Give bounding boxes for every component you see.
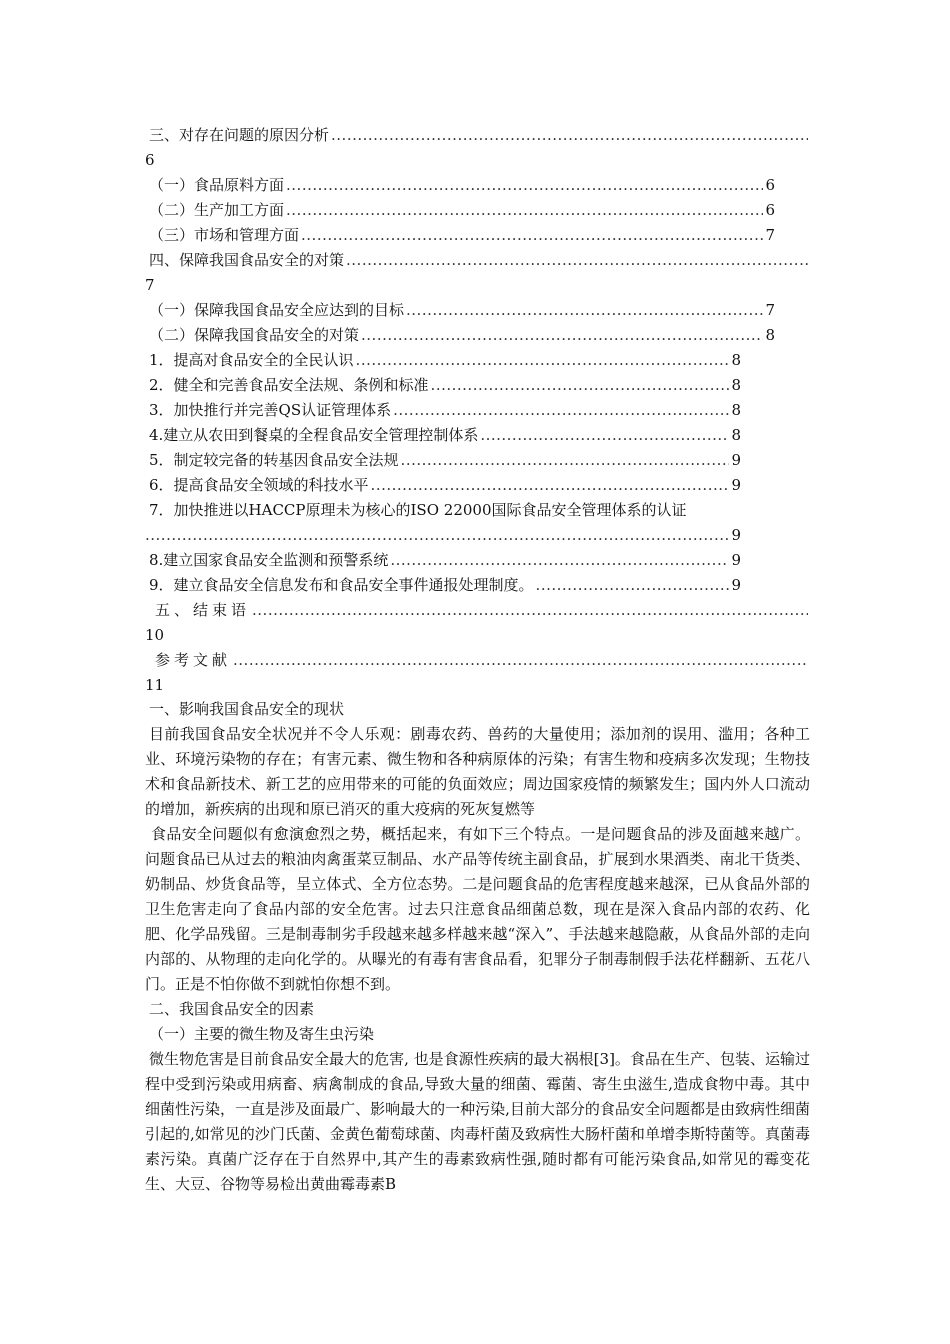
toc-entry-label: 四、保障我国食品安全的对策 [149, 251, 345, 269]
toc-leader [361, 323, 763, 348]
toc-entry-page: 6 [145, 151, 155, 169]
toc-entry-page: 10 [145, 626, 165, 644]
toc-entry-label: 5．制定较完备的转基因食品安全法规 [149, 451, 399, 469]
toc-entry-page: 8 [731, 401, 741, 419]
toc-entry-page: 8 [731, 351, 741, 369]
toc-entry-page: 6 [765, 201, 775, 219]
toc-entry-continuation [145, 523, 741, 548]
toc-leader [346, 248, 808, 273]
toc-entry[interactable] [145, 323, 775, 348]
toc-entry-label: （二）生产加工方面 [149, 201, 285, 219]
table-of-contents [145, 123, 810, 698]
toc-leader [406, 298, 763, 323]
toc-entry-page: 7 [765, 301, 775, 319]
toc-entry-label: 五、结束语 [155, 601, 251, 619]
toc-entry[interactable] [145, 248, 810, 273]
toc-entry-page: 9 [731, 551, 741, 569]
toc-entry-label: （二）保障我国食品安全的对策 [149, 326, 360, 344]
toc-leader [301, 223, 763, 248]
toc-entry-page: 9 [731, 451, 741, 469]
toc-entry-label: （一）食品原料方面 [149, 176, 285, 194]
toc-leader [233, 648, 808, 673]
paragraph: 目前我国食品安全状况并不令人乐观：剧毒农药、兽药的大量使用；添加剂的误用、滥用；各种工业、环境污染物的存在；有害元素、微生物和各种病原体的污染；有害生物和疫病多次发现；生物技术和食品新技术、新工艺的应用带来的可能的负面效应；周边国家疫情的频繁发生；国内外人口流动的增加，新疾病的出现和原已消灭的重大疫病的死灰复燃等 [145, 725, 810, 818]
toc-entry[interactable] [145, 473, 741, 498]
toc-leader [401, 448, 730, 473]
toc-entry-label: 6．提高食品安全领域的科技水平 [149, 476, 369, 494]
toc-entry[interactable] [145, 598, 810, 623]
toc-leader [145, 523, 729, 548]
toc-leader [393, 398, 729, 423]
section-heading: 二、我国食品安全的因素 [149, 1000, 315, 1018]
toc-entry[interactable] [145, 573, 741, 598]
toc-entry-page: 8 [731, 376, 741, 394]
toc-entry[interactable] [145, 548, 741, 573]
toc-entry-page: 6 [765, 176, 775, 194]
toc-entry[interactable] [145, 498, 810, 523]
toc-leader [431, 373, 730, 398]
toc-entry-label: 7．加快推进以HACCP原理未为核心的ISO 22000国际食品安全管理体系的认证 [149, 501, 687, 519]
paragraph: 微生物危害是目前食品安全最大的危害, 也是食源性疾病的最大祸根[3]。食品在生产、包装、运输过程中受到污染或用病畜、病禽制成的食品,导致大量的细菌、霉菌、寄生虫滋生,造成食物中毒。其中细菌性污染，一直是涉及面最广、影响最大的一种污染,目前大部分的食品安全问题都是由致病性细菌引起的,如常见的沙门氏菌、金黄色葡萄球菌、肉毒杆菌及致病性大肠杆菌和单增李斯特菌等。真菌毒素污染。真菌广泛存在于自然界中,其产生的毒素致病性强,随时都有可能污染食品,如常见的霉变花生、大豆、谷物等易检出黄曲霉毒素B [145, 1050, 810, 1193]
toc-entry-label: 2．健全和完善食品安全法规、条例和标准 [149, 376, 429, 394]
toc-entry-page: 9 [731, 576, 741, 594]
toc-entry-label: 参考文献 [155, 651, 232, 669]
toc-leader [536, 573, 730, 598]
toc-leader [480, 423, 729, 448]
toc-leader [356, 348, 730, 373]
toc-entry[interactable] [145, 173, 775, 198]
toc-entry[interactable] [145, 423, 741, 448]
toc-entry-page: 9 [731, 526, 741, 544]
toc-entry-label: （一）保障我国食品安全应达到的目标 [149, 301, 405, 319]
section-heading: 一、影响我国食品安全的现状 [149, 700, 345, 718]
toc-entry[interactable] [145, 448, 741, 473]
toc-entry[interactable] [145, 198, 775, 223]
toc-entry[interactable] [145, 223, 775, 248]
toc-entry[interactable] [145, 398, 741, 423]
toc-entry[interactable] [145, 123, 810, 148]
toc-leader [286, 198, 763, 223]
subsection-heading: （一）主要的微生物及寄生虫污染 [149, 1025, 375, 1043]
toc-entry-page: 8 [765, 326, 775, 344]
toc-entry-label: （三）市场和管理方面 [149, 226, 300, 244]
toc-entry-page: 11 [145, 676, 165, 694]
toc-entry[interactable] [145, 373, 741, 398]
toc-entry-label: 1．提高对食品安全的全民认识 [149, 351, 354, 369]
toc-entry-page: 8 [731, 426, 741, 444]
toc-leader [252, 598, 808, 623]
toc-leader [371, 473, 730, 498]
toc-leader [331, 123, 808, 148]
toc-entry-label: 三、对存在问题的原因分析 [149, 126, 330, 144]
paragraph: 食品安全问题似有愈演愈烈之势，概括起来，有如下三个特点。一是问题食品的涉及面越来越广。问题食品已从过去的粮油肉禽蛋菜豆制品、水产品等传统主副食品，扩展到水果酒类、南北干货类、奶制品、炒货食品等，呈立体式、全方位态势。二是问题食品的危害程度越来越深，已从食品外部的卫生危害走向了食品内部的安全危害。过去只注意食品细菌总数，现在是深入食品内部的农药、化肥、化学品残留。三是制毒制劣手段越来越多样越来越“深入”、手法越来越隐蔽，从食品外部的走向内部的、从物理的走向化学的。从曝光的有毒有害食品看，犯罪分子制毒制假手法花样翻新、五花八门。正是不怕你做不到就怕你想不到。 [145, 825, 810, 993]
toc-entry-page: 7 [145, 276, 155, 294]
toc-entry[interactable] [145, 648, 810, 673]
toc-entry-label: 9．建立食品安全信息发布和食品安全事件通报处理制度。 [149, 576, 534, 594]
toc-entry-page: 9 [731, 476, 741, 494]
toc-entry-label: 4.建立从农田到餐桌的全程食品安全管理控制体系 [149, 426, 479, 444]
toc-entry[interactable] [145, 298, 775, 323]
toc-entry-label: 8.建立国家食品安全监测和预警系统 [149, 551, 389, 569]
toc-leader [390, 548, 729, 573]
toc-entry-label: 3．加快推行并完善QS认证管理体系 [149, 401, 392, 419]
toc-entry-page: 7 [765, 226, 775, 244]
toc-entry[interactable] [145, 348, 741, 373]
body-text [145, 697, 810, 1197]
toc-leader [286, 173, 763, 198]
